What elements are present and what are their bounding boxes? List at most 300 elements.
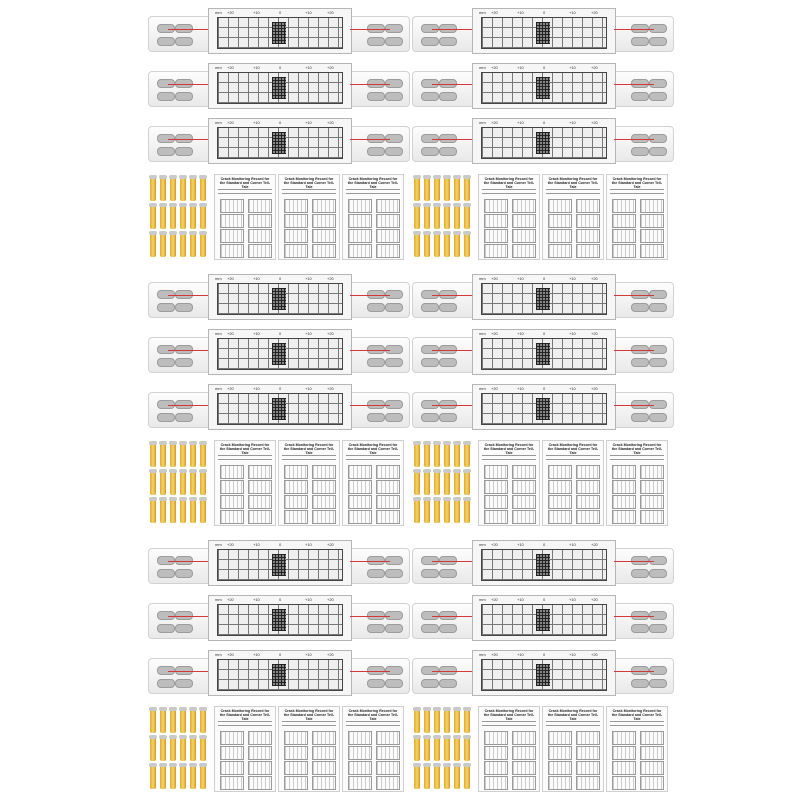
scale-unit-label: mm [479, 65, 486, 70]
gauge-window [472, 118, 616, 164]
record-grid-cell [348, 244, 372, 258]
screw-slot [631, 624, 649, 633]
wall-anchor-icon [414, 737, 420, 761]
screw-slot [631, 147, 649, 156]
record-grid-cell [248, 495, 272, 509]
scale-tick-label: +20 [327, 10, 334, 15]
tell-tale-gauge [412, 382, 674, 432]
wall-anchor-icon [190, 737, 196, 761]
form-line [546, 725, 600, 726]
scale-tick-label: +10 [517, 276, 524, 281]
scale-tick-label: +10 [569, 65, 576, 70]
gauge-window [472, 595, 616, 641]
screw-slot [439, 413, 457, 422]
wall-anchor-icon [424, 765, 430, 789]
wall-anchor-icon [414, 471, 420, 495]
form-line [282, 189, 336, 190]
record-grid-cell [220, 746, 244, 760]
wall-anchor-icon [454, 471, 460, 495]
wall-anchor-icon [150, 205, 156, 229]
scale-unit-label: mm [479, 331, 486, 336]
scale-tick-label: 0 [279, 276, 282, 281]
record-grid-cell [284, 495, 308, 509]
wall-anchor-icon [454, 709, 460, 733]
measurement-grid [217, 17, 343, 49]
screw-slot [385, 92, 403, 101]
form-line [482, 193, 536, 194]
scale-tick-label: +10 [569, 331, 576, 336]
record-grid-cell [348, 214, 372, 228]
record-grid-cell [220, 199, 244, 213]
record-grid-cell [220, 495, 244, 509]
wall-anchor-icon [190, 765, 196, 789]
screw-slot [649, 92, 667, 101]
measurement-grid [481, 127, 607, 159]
reference-line-left [432, 139, 472, 140]
scale-tick-label: 0 [543, 597, 546, 602]
cursor-crosshair [272, 77, 286, 99]
wall-anchor-icon [454, 177, 460, 201]
reference-line-right [614, 84, 654, 85]
wall-anchor-icon [414, 443, 420, 467]
wall-anchor-icon [444, 177, 450, 201]
record-card [342, 174, 404, 260]
record-card [342, 440, 404, 526]
tell-tale-gauge [148, 538, 410, 588]
scale-tick-label: +20 [227, 597, 234, 602]
scale-tick-label: +20 [491, 276, 498, 281]
wall-anchor-icon [424, 737, 430, 761]
scale-unit-label: mm [215, 597, 222, 602]
record-grid-cell [248, 465, 272, 479]
scale-tick-label: +10 [253, 65, 260, 70]
wall-anchor-icon [160, 471, 166, 495]
wall-anchor-icon [444, 443, 450, 467]
record-grid-cell [612, 244, 636, 258]
tell-tale-gauge [412, 272, 674, 322]
record-grid-cell [348, 229, 372, 243]
record-grid-cell [312, 776, 336, 790]
screw-slot [631, 37, 649, 46]
record-grid-cell [484, 480, 508, 494]
form-line [610, 189, 664, 190]
scale-tick-label: 0 [279, 542, 282, 547]
scale-tick-label: +10 [305, 542, 312, 547]
record-grid-cell [484, 510, 508, 524]
scale-tick-label: +20 [491, 65, 498, 70]
wall-anchor-icon [180, 443, 186, 467]
scale-tick-label: +20 [327, 597, 334, 602]
cursor-crosshair [272, 288, 286, 310]
record-grid-cell [640, 244, 664, 258]
wall-anchor-icon [454, 765, 460, 789]
screw-slot [175, 147, 193, 156]
cursor-crosshair [272, 554, 286, 576]
scale-tick-label: +20 [491, 120, 498, 125]
cursor-crosshair [272, 22, 286, 44]
record-grid-cell [248, 229, 272, 243]
reference-line-right [614, 350, 654, 351]
wall-anchor-icon [200, 499, 206, 523]
reference-line-right [350, 295, 390, 296]
record-grid-cell [284, 480, 308, 494]
wall-anchor-icon [434, 737, 440, 761]
record-card-title: Crack Monitoring Record for the Standard and Corner Tell-Tale [611, 177, 663, 190]
screw-slot [649, 679, 667, 688]
anchor-screw-set [412, 706, 474, 790]
record-card-title: Crack Monitoring Record for the Standard and Corner Tell-Tale [611, 709, 663, 722]
record-grid-cell [484, 731, 508, 745]
record-grid-cell [220, 731, 244, 745]
scale-tick-label: +20 [491, 331, 498, 336]
form-line [482, 721, 536, 722]
record-grid-cell [220, 776, 244, 790]
scale-unit-label: mm [215, 65, 222, 70]
form-line [346, 189, 400, 190]
wall-anchor-icon [444, 205, 450, 229]
record-grid-cell [576, 229, 600, 243]
wall-anchor-icon [424, 709, 430, 733]
record-grid-cell [512, 761, 536, 775]
screw-slot [649, 624, 667, 633]
scale-unit-label: mm [215, 10, 222, 15]
gauge-window [472, 274, 616, 320]
form-line [282, 455, 336, 456]
record-grid-cell [248, 510, 272, 524]
scale-tick-label: +10 [517, 120, 524, 125]
scale-tick-label: +20 [227, 276, 234, 281]
wall-anchor-icon [190, 471, 196, 495]
form-line [346, 193, 400, 194]
record-grid-cell [284, 214, 308, 228]
record-grid-cell [512, 214, 536, 228]
measurement-grid [481, 17, 607, 49]
record-grid-cell [512, 199, 536, 213]
record-grid-cell [248, 199, 272, 213]
reference-line-left [432, 671, 472, 672]
record-grid-cell [376, 510, 400, 524]
scale-tick-label: +10 [253, 386, 260, 391]
record-grid-cell [640, 776, 664, 790]
record-grid-cell [548, 510, 572, 524]
record-grid-cell [376, 480, 400, 494]
record-grid-cell [312, 214, 336, 228]
record-card-title: Crack Monitoring Record for the Standard and Corner Tell-Tale [219, 709, 271, 722]
scale-tick-label: +10 [253, 10, 260, 15]
wall-anchor-icon [170, 737, 176, 761]
tell-tale-gauge [412, 61, 674, 111]
reference-line-right [614, 561, 654, 562]
tell-tale-gauge [412, 116, 674, 166]
record-card-title: Crack Monitoring Record for the Standard and Corner Tell-Tale [483, 709, 535, 722]
screw-slot [385, 303, 403, 312]
wall-anchor-icon [454, 443, 460, 467]
scale-unit-label: mm [215, 542, 222, 547]
scale-tick-label: 0 [279, 120, 282, 125]
reference-line-left [168, 561, 208, 562]
reference-line-right [350, 405, 390, 406]
record-card-title: Crack Monitoring Record for the Standard and Corner Tell-Tale [283, 709, 335, 722]
record-grid-cell [548, 731, 572, 745]
scale-tick-label: 0 [543, 10, 546, 15]
screw-slot [175, 358, 193, 367]
crack-monitor-kit [412, 538, 674, 793]
record-grid-cell [548, 761, 572, 775]
screw-slot [439, 624, 457, 633]
form-line [482, 189, 536, 190]
measurement-grid [481, 283, 607, 315]
wall-anchor-icon [414, 709, 420, 733]
record-grid-cell [640, 199, 664, 213]
screw-slot [157, 679, 175, 688]
record-grid-cell [312, 229, 336, 243]
cursor-crosshair [536, 343, 550, 365]
record-grid-cell [220, 510, 244, 524]
wall-anchor-icon [464, 205, 470, 229]
record-grid-cell [376, 244, 400, 258]
wall-anchor-icon [160, 443, 166, 467]
record-grid-cell [612, 731, 636, 745]
record-grid-cell [312, 510, 336, 524]
cursor-crosshair [536, 664, 550, 686]
wall-anchor-icon [454, 499, 460, 523]
screw-slot [439, 37, 457, 46]
reference-line-left [168, 350, 208, 351]
record-grid-cell [248, 776, 272, 790]
gauge-window [472, 8, 616, 54]
cursor-crosshair [536, 77, 550, 99]
screw-slot [649, 303, 667, 312]
scale-unit-label: mm [479, 10, 486, 15]
record-card [214, 174, 276, 260]
reference-line-right [614, 671, 654, 672]
gauge-window [472, 384, 616, 430]
tell-tale-gauge [412, 327, 674, 377]
screw-slot [367, 358, 385, 367]
form-line [346, 459, 400, 460]
record-grid-cell [284, 199, 308, 213]
tell-tale-gauge [412, 593, 674, 643]
form-line [346, 721, 400, 722]
scale-unit-label: mm [479, 652, 486, 657]
scale-tick-label: +10 [253, 276, 260, 281]
scale-tick-label: +20 [591, 386, 598, 391]
scale-tick-label: +20 [591, 276, 598, 281]
wall-anchor-icon [434, 205, 440, 229]
record-card [478, 440, 540, 526]
screw-slot [421, 679, 439, 688]
screw-slot [421, 413, 439, 422]
scale-tick-label: +10 [569, 276, 576, 281]
screw-slot [421, 37, 439, 46]
form-line [546, 721, 600, 722]
wall-anchor-icon [444, 471, 450, 495]
scale-tick-label: 0 [279, 386, 282, 391]
screw-slot [385, 569, 403, 578]
screw-slot [175, 679, 193, 688]
record-card [342, 706, 404, 792]
form-line [610, 721, 664, 722]
wall-anchor-icon [434, 471, 440, 495]
wall-anchor-icon [444, 499, 450, 523]
record-grid-cell [248, 746, 272, 760]
reference-line-right [350, 561, 390, 562]
scale-tick-label: +10 [253, 542, 260, 547]
reference-line-left [432, 84, 472, 85]
wall-anchor-icon [464, 177, 470, 201]
tell-tale-gauge [148, 593, 410, 643]
measurement-grid [217, 393, 343, 425]
screw-slot [421, 92, 439, 101]
screw-slot [157, 303, 175, 312]
tell-tale-gauge [148, 6, 410, 56]
record-grid-cell [376, 495, 400, 509]
wall-anchor-icon [434, 443, 440, 467]
wall-anchor-icon [464, 443, 470, 467]
record-grid-cell [284, 465, 308, 479]
scale-tick-label: +20 [491, 652, 498, 657]
cursor-crosshair [536, 22, 550, 44]
wall-anchor-icon [444, 233, 450, 257]
scale-tick-label: +10 [569, 120, 576, 125]
record-grid-cell [348, 480, 372, 494]
tell-tale-gauge [148, 382, 410, 432]
screw-slot [649, 358, 667, 367]
form-line [346, 725, 400, 726]
wall-anchor-icon [444, 765, 450, 789]
record-grid-cell [640, 480, 664, 494]
wall-anchor-icon [424, 233, 430, 257]
cursor-crosshair [536, 554, 550, 576]
reference-line-right [350, 350, 390, 351]
record-grid-cell [640, 761, 664, 775]
wall-anchor-icon [180, 499, 186, 523]
form-line [610, 193, 664, 194]
cursor-crosshair [536, 609, 550, 631]
wall-anchor-icon [170, 499, 176, 523]
record-card-title: Crack Monitoring Record for the Standard and Corner Tell-Tale [611, 443, 663, 456]
record-grid-cell [512, 465, 536, 479]
crack-monitor-kit [412, 272, 674, 527]
record-grid-cell [548, 244, 572, 258]
measurement-grid [481, 338, 607, 370]
cursor-crosshair [272, 609, 286, 631]
record-grid-cell [484, 214, 508, 228]
form-line [610, 725, 664, 726]
record-grid-cell [220, 761, 244, 775]
scale-tick-label: +10 [305, 10, 312, 15]
screw-slot [385, 147, 403, 156]
scale-tick-label: +10 [253, 120, 260, 125]
screw-slot [631, 303, 649, 312]
record-card-title: Crack Monitoring Record for the Standard and Corner Tell-Tale [283, 177, 335, 190]
record-grid-cell [612, 199, 636, 213]
reference-line-left [168, 671, 208, 672]
scale-tick-label: +20 [491, 10, 498, 15]
anchor-screw-set [148, 706, 210, 790]
screw-slot [421, 624, 439, 633]
screw-slot [631, 679, 649, 688]
form-line [218, 725, 272, 726]
reference-line-right [350, 29, 390, 30]
screw-slot [385, 624, 403, 633]
form-line [482, 455, 536, 456]
gauge-window [208, 384, 352, 430]
screw-slot [649, 413, 667, 422]
gauge-window [208, 650, 352, 696]
form-line [218, 459, 272, 460]
scale-tick-label: 0 [279, 652, 282, 657]
wall-anchor-icon [464, 233, 470, 257]
tell-tale-gauge [412, 538, 674, 588]
screw-slot [367, 624, 385, 633]
reference-line-left [432, 350, 472, 351]
form-line [610, 459, 664, 460]
wall-anchor-icon [454, 233, 460, 257]
screw-slot [367, 37, 385, 46]
anchor-screw-set [412, 440, 474, 524]
scale-tick-label: 0 [543, 386, 546, 391]
reference-line-left [168, 295, 208, 296]
record-grid-cell [348, 465, 372, 479]
screw-slot [175, 624, 193, 633]
reference-line-left [168, 84, 208, 85]
record-card [606, 174, 668, 260]
anchor-screw-set [412, 174, 474, 258]
measurement-grid [481, 604, 607, 636]
tell-tale-gauge [148, 327, 410, 377]
reference-line-left [432, 295, 472, 296]
wall-anchor-icon [160, 709, 166, 733]
wall-anchor-icon [170, 443, 176, 467]
form-line [482, 459, 536, 460]
scale-unit-label: mm [479, 597, 486, 602]
record-grid-cell [576, 214, 600, 228]
scale-tick-label: 0 [279, 10, 282, 15]
wall-anchor-icon [180, 233, 186, 257]
gauge-window [208, 274, 352, 320]
scale-tick-label: +10 [305, 597, 312, 602]
record-grid-cell [576, 244, 600, 258]
scale-tick-label: +10 [305, 120, 312, 125]
scale-tick-label: +10 [569, 652, 576, 657]
wall-anchor-icon [170, 709, 176, 733]
record-card [606, 706, 668, 792]
record-grid-cell [220, 229, 244, 243]
scale-tick-label: +20 [327, 276, 334, 281]
screw-slot [367, 679, 385, 688]
gauge-window [472, 63, 616, 109]
scale-tick-label: +10 [305, 652, 312, 657]
record-grid-cell [376, 229, 400, 243]
cursor-crosshair [272, 398, 286, 420]
record-grid-cell [484, 229, 508, 243]
wall-anchor-icon [414, 765, 420, 789]
scale-unit-label: mm [215, 331, 222, 336]
record-grid-cell [548, 199, 572, 213]
scale-tick-label: 0 [279, 597, 282, 602]
record-card-title: Crack Monitoring Record for the Standard and Corner Tell-Tale [347, 709, 399, 722]
record-grid-cell [484, 465, 508, 479]
reference-line-right [350, 84, 390, 85]
screw-slot [421, 569, 439, 578]
record-grid-cell [640, 214, 664, 228]
screw-slot [367, 413, 385, 422]
scale-tick-label: +10 [517, 10, 524, 15]
record-card [478, 174, 540, 260]
record-grid-cell [512, 229, 536, 243]
record-grid-cell [512, 495, 536, 509]
